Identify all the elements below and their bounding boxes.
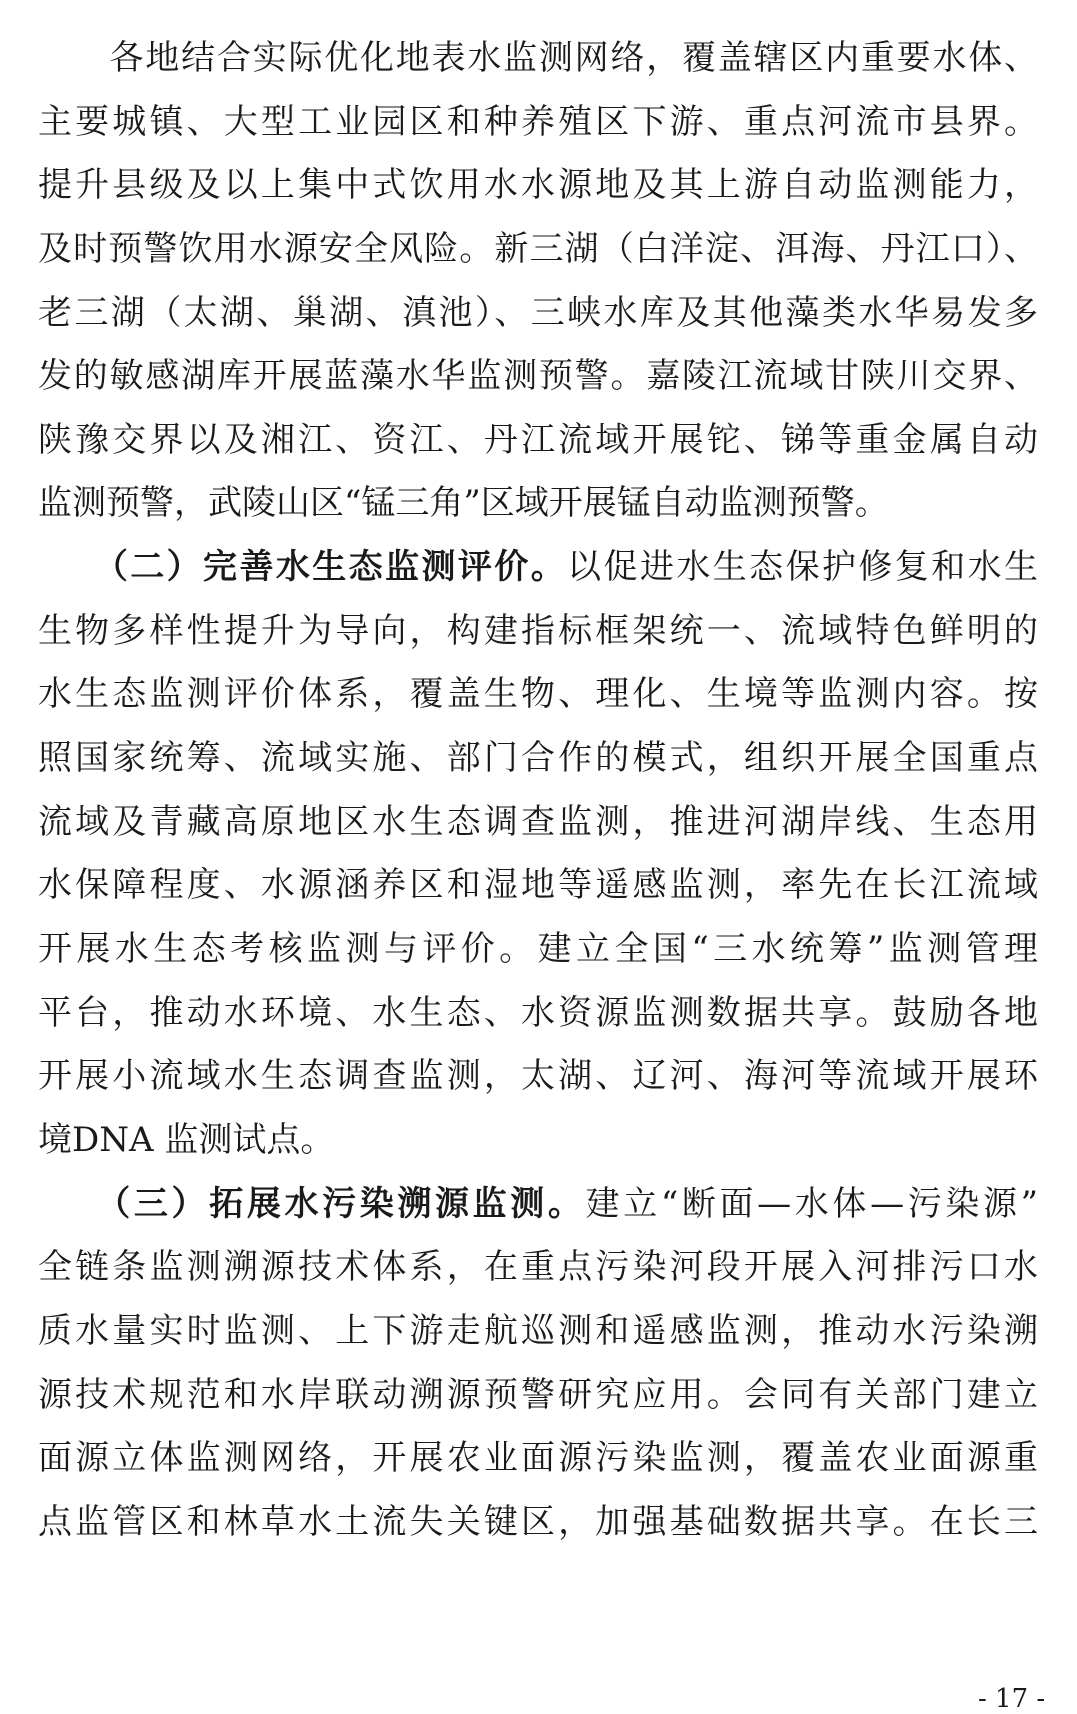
paragraph-1-line: 发的敏感湖库开展蓝藻水华监测预警。嘉陵江流域甘陕川交界、 xyxy=(38,356,1038,396)
paragraph-1-line: 各地结合实际优化地表水监测网络，覆盖辖区内重要水体、 xyxy=(38,38,1038,78)
paragraph-3-line: 质水量实时监测、上下游走航巡测和遥感监测，推动水污染溯 xyxy=(38,1311,1038,1351)
paragraph-3-line: 源技术规范和水岸联动溯源预警研究应用。会同有关部门建立 xyxy=(38,1375,1038,1415)
paragraph-1-line: 老三湖（太湖、巢湖、滇池）、三峡水库及其他藻类水华易发多 xyxy=(38,293,1038,333)
paragraph-2-line: 流域及青藏高原地区水生态调查监测，推进河湖岸线、生态用 xyxy=(38,802,1038,842)
paragraph-1-line: 陕豫交界以及湘江、资江、丹江流域开展铊、锑等重金属自动 xyxy=(38,420,1038,460)
section-heading-2: （二）完善水生态监测评价。 xyxy=(38,547,568,587)
paragraph-3-line: 全链条监测溯源技术体系，在重点污染河段开展入河排污口水 xyxy=(38,1247,1038,1287)
paragraph-2-first-line xyxy=(38,545,1038,589)
paragraph-1-line: 及时预警饮用水源安全风险。新三湖（白洋淀、洱海、丹江口）、 xyxy=(38,229,1038,269)
paragraph-2-line: 平台，推动水环境、水生态、水资源监测数据共享。鼓励各地 xyxy=(38,993,1038,1033)
paragraph-3-text: 建立“断面—水体—污染源” xyxy=(585,1184,1038,1224)
page-number: - 17 - xyxy=(978,1684,1046,1714)
paragraph-1-line: 主要城镇、大型工业园区和种养殖区下游、重点河流市县界。 xyxy=(38,102,1038,142)
paragraph-2-line: 生物多样性提升为导向，构建指标框架统一、流域特色鲜明的 xyxy=(38,611,1038,651)
paragraph-2-line: 境DNA 监测试点。 xyxy=(38,1120,335,1160)
paragraph-2-line: 水生态监测评价体系，覆盖生物、理化、生境等监测内容。按 xyxy=(38,674,1038,714)
paragraph-3-first-line xyxy=(38,1182,1038,1226)
section-heading-3: （三）拓展水污染溯源监测。 xyxy=(38,1184,586,1224)
paragraph-3-line: 点监管区和林草水土流失关键区，加强基础数据共享。在长三 xyxy=(38,1502,1038,1542)
paragraph-2-line: 开展小流域水生态调查监测，太湖、辽河、海河等流域开展环 xyxy=(38,1056,1038,1096)
paragraph-3-line: 面源立体监测网络，开展农业面源污染监测，覆盖农业面源重 xyxy=(38,1438,1038,1478)
paragraph-2-line: 水保障程度、水源涵养区和湿地等遥感监测，率先在长江流域 xyxy=(38,865,1038,905)
paragraph-2-line: 照国家统筹、流域实施、部门合作的模式，组织开展全国重点 xyxy=(38,738,1038,778)
paragraph-2-line: 开展水生态考核监测与评价。建立全国“三水统筹”监测管理 xyxy=(38,929,1038,969)
paragraph-2-text: 以促进水生态保护修复和水生 xyxy=(567,547,1038,587)
paragraph-1-line: 提升县级及以上集中式饮用水水源地及其上游自动监测能力， xyxy=(38,165,1038,205)
paragraph-1-line: 监测预警，武陵山区“锰三角”区域开展锰自动监测预警。 xyxy=(38,483,889,523)
